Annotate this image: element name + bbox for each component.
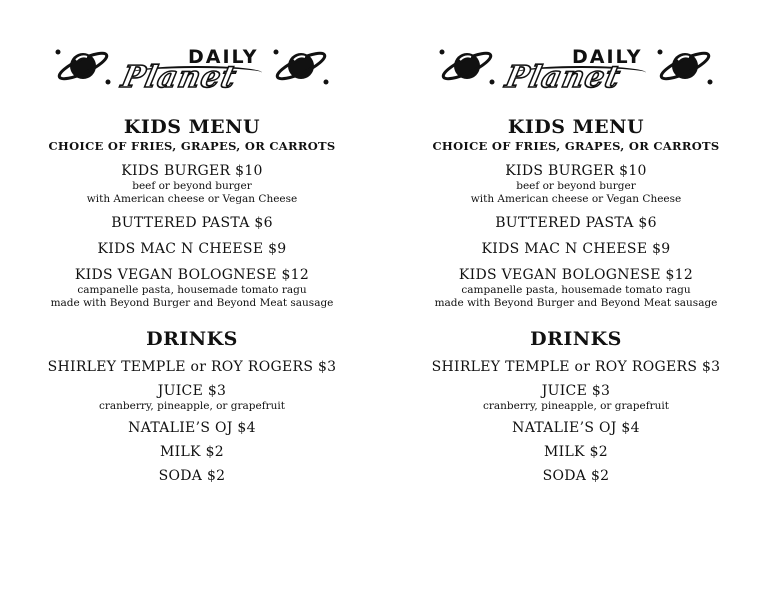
menu-item-desc: campanelle pasta, housemade tomato ragu [77,284,307,296]
menu-item-desc: beef or beyond burger [516,180,636,192]
menu-item [51,266,334,310]
drink-item [544,443,608,461]
menu-item-desc: made with Beyond Burger and Beyond Meat sausage [434,297,718,309]
logo-daily-text: DAILY [188,46,259,68]
drink-item-name: SODA $2 [158,468,226,484]
menu-item [495,214,657,232]
drink-item [159,467,226,485]
menu-panel-right [384,40,768,491]
menu-item-name: KIDS MAC N CHEESE $9 [481,241,671,257]
drink-item [432,358,721,376]
drink-item-name: SHIRLEY TEMPLE or ROY ROGERS $3 [47,359,337,375]
drink-item-name: NATALIE’S OJ $4 [512,420,640,436]
drink-item-name: JUICE $3 [541,383,611,399]
drink-item-desc: cranberry, pineapple, or grapefruit [99,400,285,412]
drink-item-name: SODA $2 [542,468,610,484]
menu-item-desc: beef or beyond burger [132,180,252,192]
kids-menu-subtitle: CHOICE OF FRIES, GRAPES, OR CARROTS [432,139,720,153]
planet-icon [52,40,114,88]
menu-item-name: BUTTERED PASTA $6 [111,215,273,231]
menu-item-name: KIDS VEGAN BOLOGNESE $12 [74,267,310,283]
menu-item-desc: made with Beyond Burger and Beyond Meat sausage [50,297,334,309]
menu-item-name: KIDS BURGER $10 [121,163,263,179]
kids-menu-title: KIDS MENU [507,116,645,138]
menu-item-desc: with American cheese or Vegan Cheese [86,193,298,205]
daily-planet-logo [52,40,332,100]
drink-item-name: MILK $2 [544,444,608,460]
drink-item [512,419,640,437]
menu-item [482,240,671,258]
drink-item [160,443,224,461]
drinks-title: DRINKS [146,328,238,350]
kids-menu-subtitle: CHOICE OF FRIES, GRAPES, OR CARROTS [48,139,336,153]
daily-planet-logo [436,40,716,100]
drink-item-name: JUICE $3 [157,383,227,399]
kids-menu-title: KIDS MENU [123,116,261,138]
drink-item [543,467,610,485]
logo-planet-text: Planet [118,60,240,95]
menu-item-name: KIDS MAC N CHEESE $9 [97,241,287,257]
menu-item-desc: campanelle pasta, housemade tomato ragu [461,284,691,296]
planet-icon [270,40,332,88]
menu-item-name: BUTTERED PASTA $6 [495,215,657,231]
drink-item-name: NATALIE’S OJ $4 [128,420,256,436]
menu-item [111,214,273,232]
menu-item [98,240,287,258]
menu-item [435,266,718,310]
logo-planet-text: Planet [502,60,624,95]
menu-item [87,162,297,206]
drinks-title: DRINKS [530,328,622,350]
menu-item [471,162,681,206]
menu-item-desc: with American cheese or Vegan Cheese [470,193,682,205]
planet-icon [436,40,498,88]
planet-icon [654,40,716,88]
drink-item-desc: cranberry, pineapple, or grapefruit [483,400,669,412]
menu-item-name: KIDS VEGAN BOLOGNESE $12 [458,267,694,283]
logo-daily-text: DAILY [572,46,643,68]
drink-item [48,358,337,376]
drink-item-name: MILK $2 [160,444,224,460]
drink-item [128,419,256,437]
menu-item-name: KIDS BURGER $10 [505,163,647,179]
drink-item [483,382,669,413]
menu-panel-left [0,40,384,491]
drink-item-name: SHIRLEY TEMPLE or ROY ROGERS $3 [431,359,721,375]
drink-item [99,382,285,413]
